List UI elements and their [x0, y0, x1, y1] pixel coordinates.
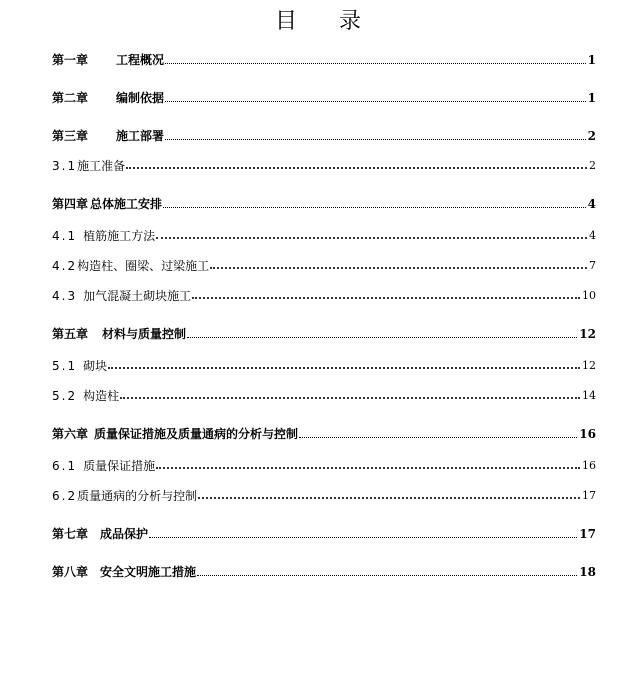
toc-entry-label: [52, 288, 191, 304]
toc-entry-label: [52, 258, 209, 274]
toc-entry-name: 质量保证措施及质量通病的分析与控制: [94, 427, 299, 441]
toc-entry-number: 5.2: [52, 389, 78, 403]
toc-dot-leader: [156, 467, 580, 469]
toc-entry-label: [52, 526, 148, 542]
toc-entry-number: 第七章: [52, 527, 89, 541]
toc-entry-name: 质量保证措施: [83, 459, 156, 473]
toc-entry-name: 施工准备: [77, 159, 126, 173]
toc-section-entry[interactable]: [52, 286, 596, 304]
toc-chapter-entry[interactable]: [52, 126, 596, 144]
toc-page-number: 12: [579, 327, 596, 341]
toc-page-number: 16: [582, 459, 596, 472]
toc-chapter-entry[interactable]: [52, 562, 596, 580]
toc-dot-leader: [165, 63, 586, 64]
toc-dot-leader: [187, 337, 577, 338]
toc-entry-number: 第二章: [52, 91, 89, 105]
toc-entry-name: 施工部署: [116, 129, 165, 143]
toc-title: [0, 4, 636, 35]
toc-entry-name: 加气混凝土砌块施工: [83, 289, 192, 303]
toc-title-right: 录: [339, 9, 362, 34]
toc-entry-label: [52, 326, 186, 342]
toc-page-number: 17: [579, 527, 596, 541]
toc-section-entry[interactable]: [52, 226, 596, 244]
toc-entry-number: 4.2: [52, 259, 78, 273]
toc-page-number: 4: [587, 197, 596, 211]
toc-entry-label: [52, 196, 162, 212]
toc-dot-leader: [120, 397, 580, 399]
toc-chapter-entry[interactable]: [52, 524, 596, 542]
toc-page-number: 4: [589, 229, 596, 242]
toc-dot-leader: [210, 267, 587, 269]
toc-entry-number: 第六章: [52, 427, 89, 441]
toc-chapter-entry[interactable]: [52, 88, 596, 106]
toc-entry-number: 4.3: [52, 289, 78, 303]
toc-section-entry[interactable]: [52, 486, 596, 504]
toc-entry-number: 4.1: [52, 229, 78, 243]
toc-entry-label: [52, 128, 164, 144]
toc-section-entry[interactable]: [52, 386, 596, 404]
toc-entry-name: 砌块: [83, 359, 108, 373]
toc-title-left: 目: [274, 9, 297, 34]
toc-entry-name: 编制依据: [116, 91, 165, 105]
toc-entry-label: [52, 426, 298, 442]
toc-dot-leader: [165, 101, 586, 102]
toc-entry-label: [52, 158, 125, 174]
toc-section-entry[interactable]: [52, 456, 596, 474]
toc-entry-label: [52, 564, 196, 580]
toc-entry-number: 第三章: [52, 129, 89, 143]
toc-entry-number: 3.1: [52, 159, 78, 173]
toc-page-number: 1: [587, 53, 596, 67]
toc-page-number: 14: [582, 389, 596, 402]
toc-page-number: 16: [579, 427, 596, 441]
toc-page-number: 1: [587, 91, 596, 105]
toc-section-entry[interactable]: [52, 256, 596, 274]
toc-dot-leader: [198, 497, 580, 499]
toc-dot-leader: [197, 575, 577, 576]
toc-entry-number: 第五章: [52, 327, 89, 341]
toc-page-number: 10: [582, 289, 596, 302]
toc-section-entry[interactable]: [52, 356, 596, 374]
toc-page-number: 12: [582, 359, 596, 372]
toc-entry-number: 5.1: [52, 359, 78, 373]
toc-entry-label: [52, 388, 119, 404]
toc-section-entry[interactable]: [52, 156, 596, 174]
toc-entry-number: 第一章: [52, 53, 89, 67]
toc-entry-name: 材料与质量控制: [102, 327, 187, 341]
toc-chapter-entry[interactable]: [52, 194, 596, 212]
toc-page-number: 2: [589, 159, 596, 172]
toc-page-number: 17: [582, 489, 596, 502]
toc-entry-number: 第八章: [52, 565, 89, 579]
toc-entry-name: 植筋施工方法: [83, 229, 156, 243]
toc-chapter-entry[interactable]: [52, 324, 596, 342]
toc-page-number: 2: [587, 129, 596, 143]
toc-page-number: 18: [579, 565, 596, 579]
toc-entry-name: 成品保护: [100, 527, 149, 541]
toc-entry-name: 构造柱: [83, 389, 120, 403]
toc-entry-label: [52, 228, 155, 244]
toc-entry-label: [52, 458, 155, 474]
toc-dot-leader: [149, 537, 577, 538]
toc-entry-name: 工程概况: [116, 53, 165, 67]
toc-dot-leader: [126, 167, 587, 169]
toc-entry-number: 第四章: [52, 197, 89, 211]
toc-dot-leader: [192, 297, 580, 299]
toc-entry-name: 质量通病的分析与控制: [77, 489, 198, 503]
toc-dot-leader: [299, 437, 577, 438]
toc-entry-number: 6.1: [52, 459, 78, 473]
toc-chapter-entry[interactable]: [52, 424, 596, 442]
toc-entry-label: [52, 488, 197, 504]
toc-dot-leader: [163, 207, 586, 208]
toc-dot-leader: [165, 139, 586, 140]
toc-entry-name: 安全文明施工措施: [100, 565, 197, 579]
toc-entry-name: 总体施工安排: [90, 197, 163, 211]
toc-chapter-entry[interactable]: [52, 50, 596, 68]
toc-dot-leader: [108, 367, 580, 369]
toc-dot-leader: [156, 237, 587, 239]
toc-entry-label: [52, 52, 164, 68]
toc-entry-label: [52, 358, 107, 374]
toc-entry-name: 构造柱、圈梁、过梁施工: [77, 259, 210, 273]
toc-entry-number: 6.2: [52, 489, 78, 503]
toc-page-number: 7: [589, 259, 596, 272]
toc-entry-label: [52, 90, 164, 106]
